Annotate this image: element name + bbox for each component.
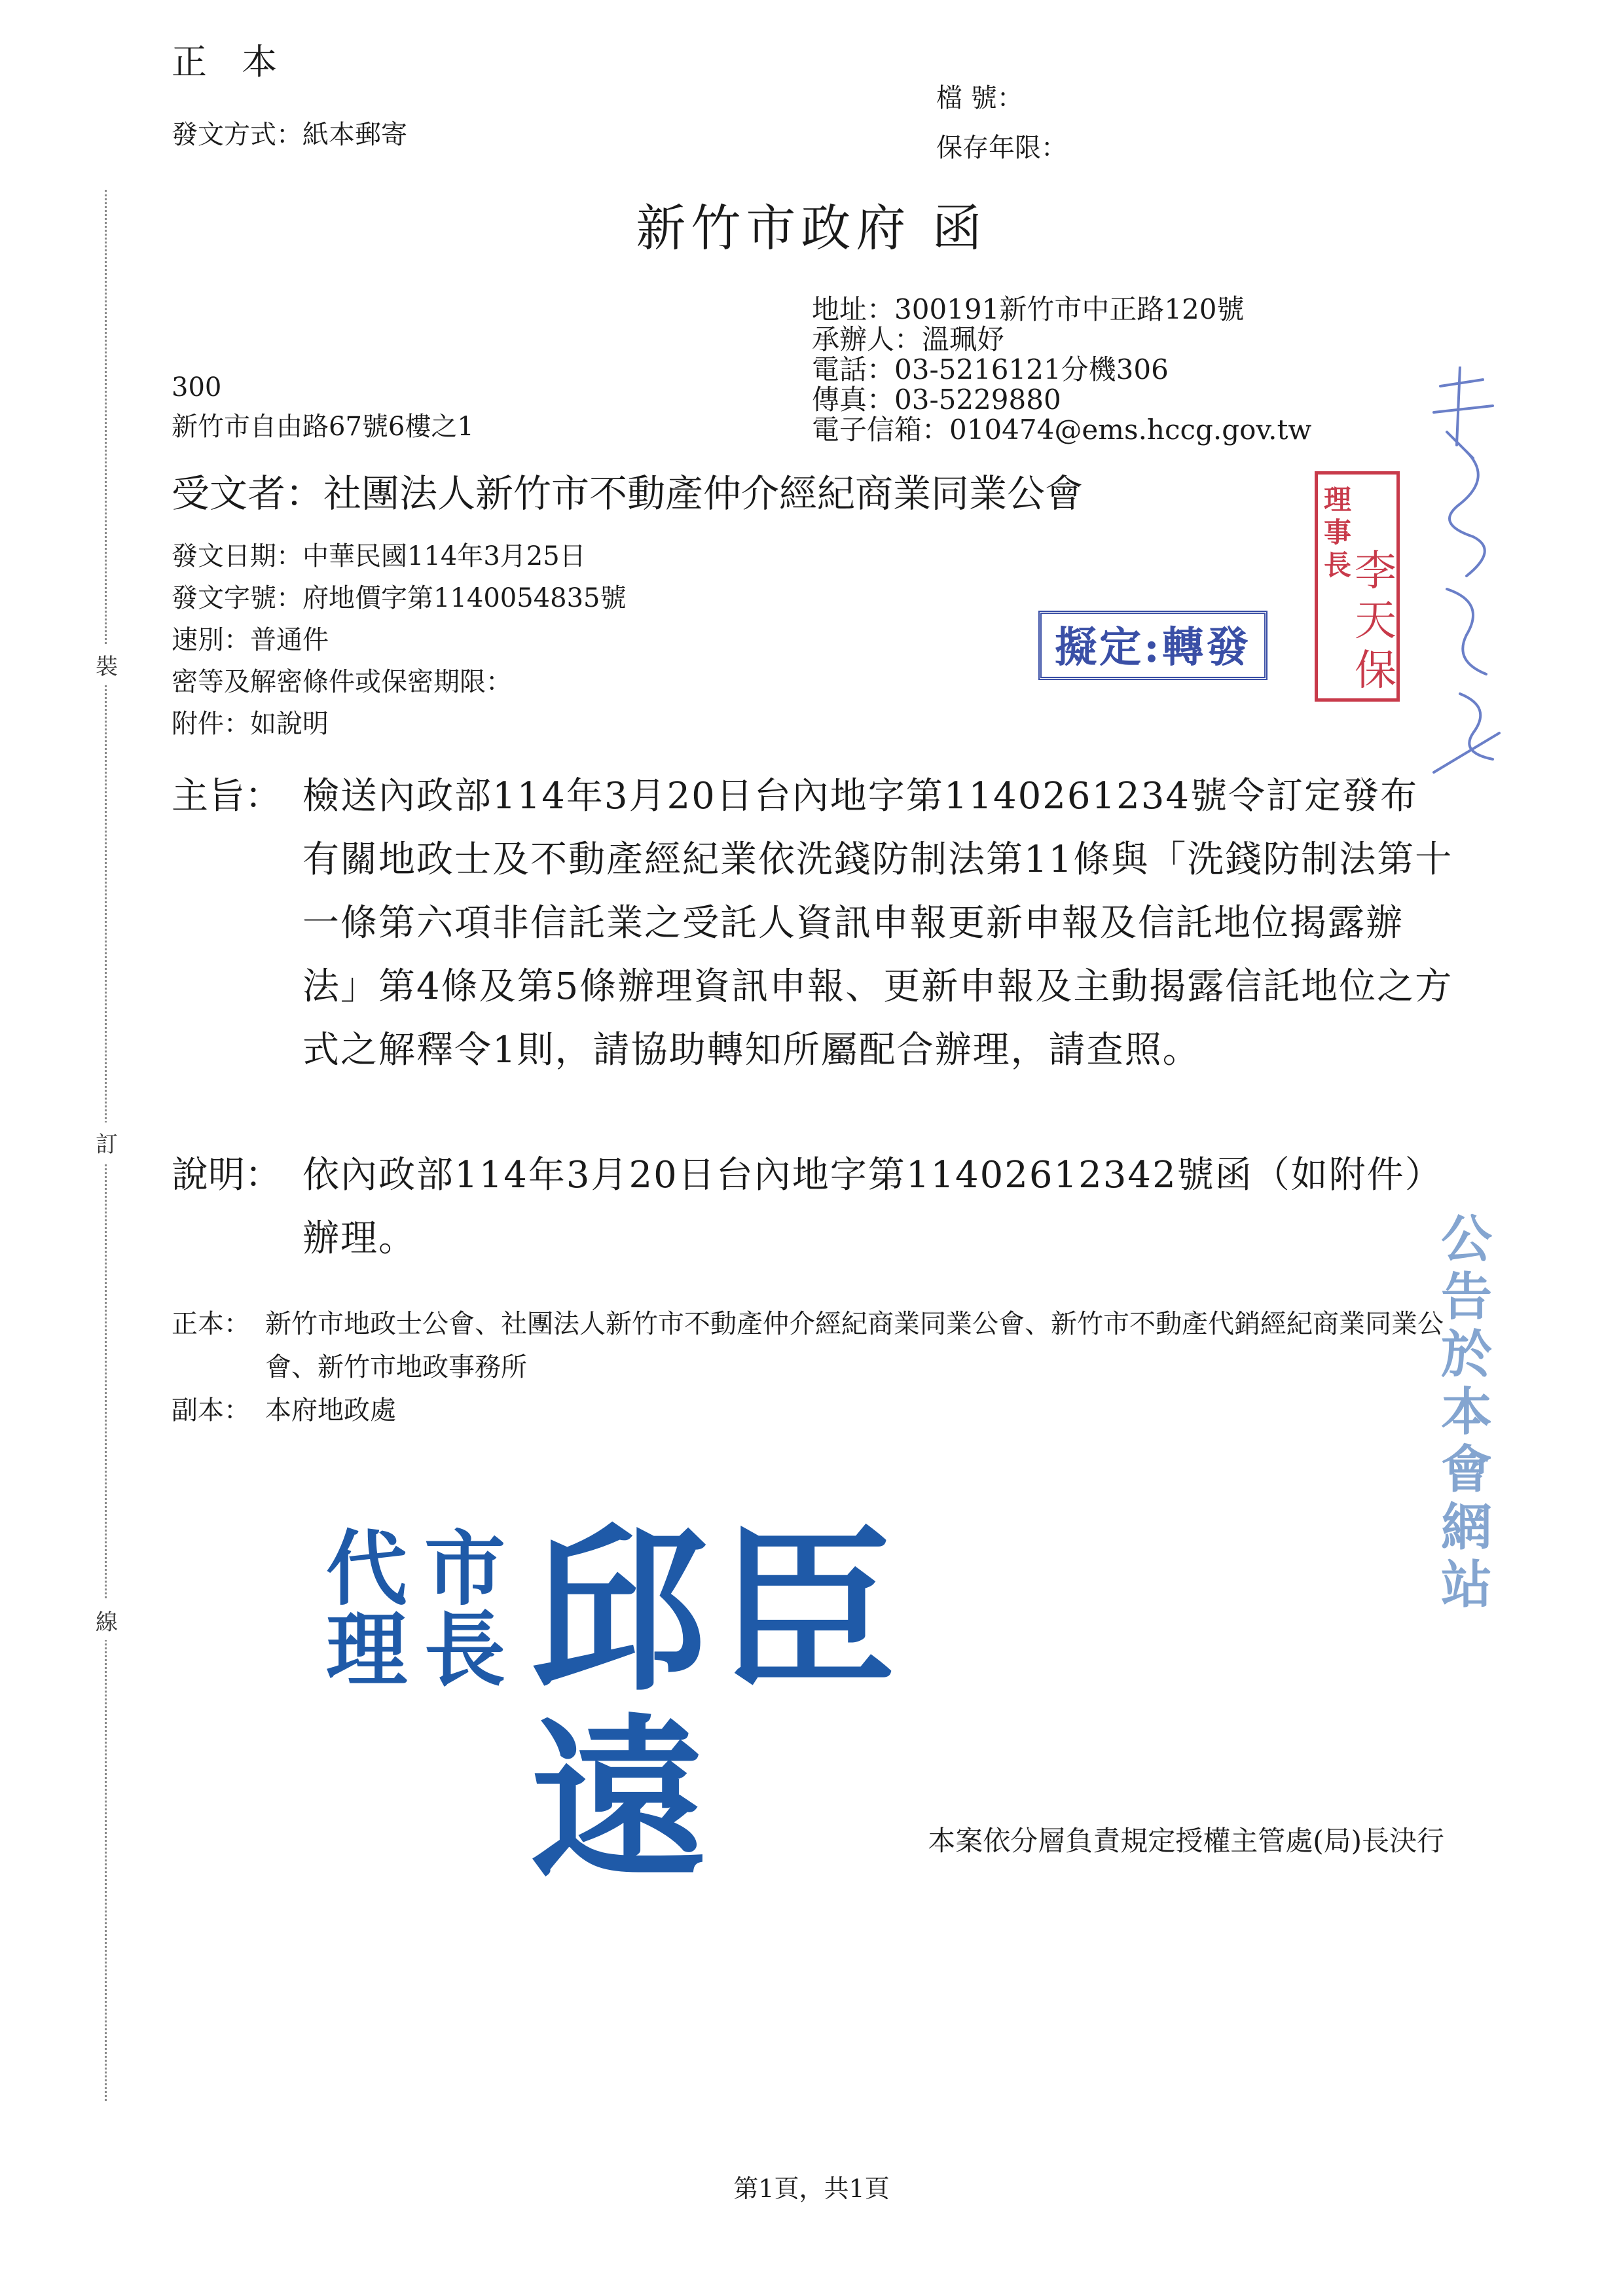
mayor-seal-name: 邱臣遠 xyxy=(530,1507,907,1905)
recipient-address: 新竹市自由路67號6樓之1 xyxy=(172,412,474,442)
chairman-stamp xyxy=(1315,471,1400,702)
binding-mark-zhuang: 裝 xyxy=(96,645,118,685)
signature-stroke-2 xyxy=(1450,452,1485,576)
sender-phone: 電話：03-5216121分機306 xyxy=(812,353,1169,386)
sender-handler: 承辦人：溫珮妤 xyxy=(812,323,1005,355)
sender-fax: 傳真：03-5229880 xyxy=(812,384,1061,416)
handwritten-signature xyxy=(1421,367,1512,798)
page-number: 第1頁，共1頁 xyxy=(733,2174,890,2203)
recipient-postcode: 300 xyxy=(172,372,222,403)
chairman-stamp-title: 理事長 xyxy=(1323,484,1351,581)
delegation-note: 本案依分層負責規定授權主管處(局)長決行 xyxy=(928,1825,1444,1857)
subject-label: 主旨： xyxy=(172,775,282,817)
forward-stamp: 擬定:轉發 xyxy=(1038,611,1267,680)
explanation-label: 說明： xyxy=(172,1154,282,1196)
issue-date: 發文日期：中華民國114年3月25日 xyxy=(172,541,586,571)
copy-recipients: 本府地政處 xyxy=(265,1395,396,1426)
signature-stroke-5 xyxy=(1434,733,1499,772)
recipient-name: 受文者：社團法人新竹市不動產仲介經紀商業同業公會 xyxy=(172,471,1084,516)
original-recipients: 新竹市地政士公會、社團法人新竹市不動產仲介經紀商業同業公會、新竹市不動產代銷經紀商業同業公會、新竹市地政事務所 xyxy=(265,1309,1444,1382)
speed-class: 速別：普通件 xyxy=(172,625,329,655)
security-level: 密等及解密條件或保密期限： xyxy=(172,667,512,697)
chairman-stamp-name: 李天保 xyxy=(1355,547,1396,695)
mayor-seal xyxy=(314,1505,1061,1905)
attachment: 附件：如說明 xyxy=(172,709,329,739)
document-number: 發文字號：府地價字第1140054835號 xyxy=(172,583,627,613)
signature-stroke-3 xyxy=(1447,589,1486,674)
mayor-seal-title-acting: 代理 xyxy=(325,1522,407,1698)
document-title: 新竹市政府 函 xyxy=(636,199,987,257)
subject-text: 檢送內政部114年3月20日台內地字第1140261234號令訂定發布有關地政士及不動產經紀業依洗錢防制法第11條與「洗錢防制法第十一條第六項非信託業之受託人資訊申報更新申報及信託地位揭露辦法」第4條及第5條辦理資訊申報、更新申報及主動揭露信託地位之方式之解釋令1則，請協助轉知所屬配合辦理，請查照。 xyxy=(302,775,1453,1071)
sender-email: 電子信箱：010474@ems.hccg.gov.tw xyxy=(812,414,1312,446)
binding-mark-xian: 線 xyxy=(96,1600,118,1640)
explanation-text: 依內政部114年3月20日台內地字第11402612342號函（如附件）辦理。 xyxy=(302,1154,1443,1260)
sender-address: 地址：300191新竹市中正路120號 xyxy=(812,293,1245,325)
signature-stroke-4 xyxy=(1460,694,1493,759)
binding-mark-ding: 訂 xyxy=(96,1122,118,1162)
copy-recipients-label: 副本： xyxy=(172,1395,250,1426)
signature-stroke-1 xyxy=(1434,367,1493,458)
file-number-label: 檔 號： xyxy=(936,83,1023,113)
copy-type: 正 本 xyxy=(172,41,289,82)
mayor-seal-title-mayor: 市長 xyxy=(424,1522,505,1698)
original-recipients-label: 正本： xyxy=(172,1309,250,1339)
send-method: 發文方式：紙本郵寄 xyxy=(172,120,407,150)
published-stamp: 公告於本會網站 xyxy=(1440,1210,1492,1615)
retention-label: 保存年限： xyxy=(936,133,1067,163)
